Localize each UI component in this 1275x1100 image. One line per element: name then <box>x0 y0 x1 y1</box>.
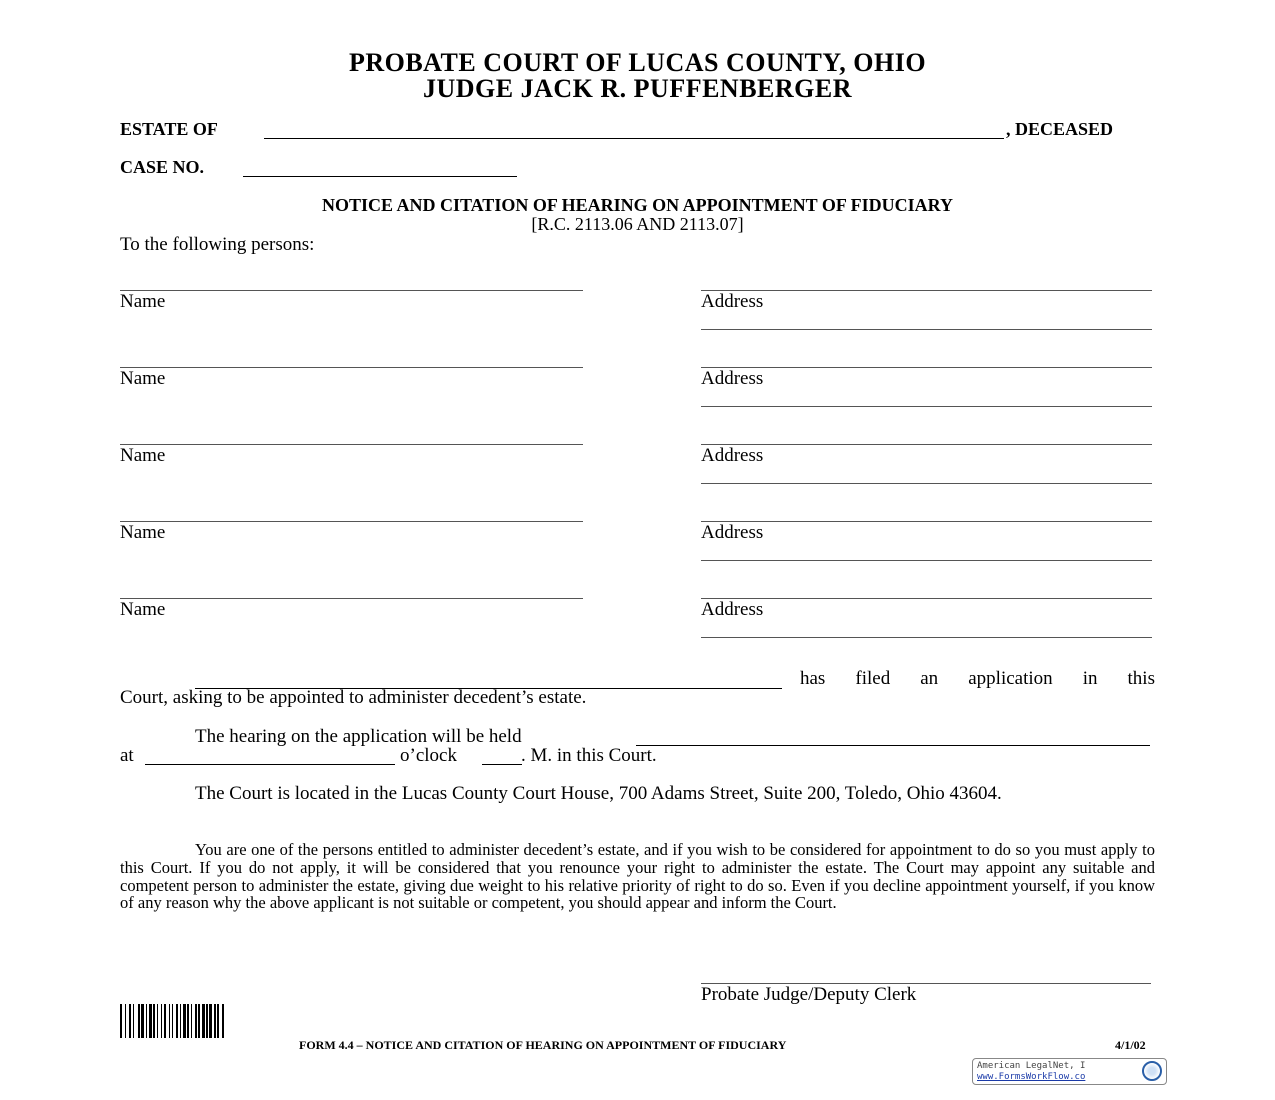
application-word: in <box>1082 668 1098 689</box>
address-field[interactable] <box>701 367 1152 368</box>
name-field[interactable] <box>120 521 583 522</box>
case-number-label: CASE NO. <box>120 157 205 177</box>
address-field-line2[interactable] <box>701 483 1152 484</box>
name-label: Name <box>120 368 166 389</box>
estate-label: ESTATE OF <box>120 119 218 139</box>
globe-logo-icon <box>1142 1061 1162 1081</box>
application-text-line2: Court, asking to be appointed to administer decedent’s estate. <box>120 687 587 708</box>
address-label: Address <box>701 445 764 466</box>
deceased-label: , DECEASED <box>1006 119 1114 139</box>
name-label: Name <box>120 291 166 312</box>
application-filed-text <box>800 668 1155 690</box>
address-field[interactable] <box>701 444 1152 445</box>
estate-name-field[interactable] <box>264 138 1004 139</box>
form-footer-title: FORM 4.4 – NOTICE AND CITATION OF HEARING ON APPOINTMENT OF FIDUCIARY <box>299 1038 787 1052</box>
court-location-text: The Court is located in the Lucas County Court House, 700 Adams Street, Suite 200, Toledo, Ohio 43604. <box>195 783 1002 804</box>
application-word: an <box>920 668 939 689</box>
am-pm-field[interactable] <box>482 764 522 765</box>
in-court-text: . M. in this Court. <box>521 745 657 766</box>
address-label: Address <box>701 522 764 543</box>
recipients-intro: To the following persons: <box>120 234 315 255</box>
name-field[interactable] <box>120 598 583 599</box>
name-label: Name <box>120 445 166 466</box>
address-field[interactable] <box>701 521 1152 522</box>
address-field-line2[interactable] <box>701 560 1152 561</box>
publisher-name: American LegalNet, I <box>977 1061 1086 1071</box>
name-field[interactable] <box>120 367 583 368</box>
application-word: has <box>800 668 826 689</box>
signature-label: Probate Judge/Deputy Clerk <box>701 984 917 1005</box>
address-label: Address <box>701 291 764 312</box>
statute-citation: [R.C. 2113.06 AND 2113.07] <box>531 214 744 234</box>
oclock-label: o’clock <box>400 745 457 766</box>
hearing-text: The hearing on the application will be held <box>195 726 522 747</box>
address-label: Address <box>701 368 764 389</box>
case-number-field[interactable] <box>243 176 517 177</box>
address-field-line2[interactable] <box>701 406 1152 407</box>
entitlement-notice: You are one of the persons entitled to administer decedent’s estate, and if you wish to be considered for appointment to do so you must apply to this Court. If you do not apply, it will be considered that you renounce your right to administer the estate. The Court may appoint any suitable and competent person to administer the estate, giving due weight to his relative priority of right to do so. Even if you decline appointment yourself, if you know of any reason why the above applicant is not suitable or competent, you should appear and inform the Court. <box>120 840 1155 913</box>
notice-title: NOTICE AND CITATION OF HEARING ON APPOINTMENT OF FIDUCIARY <box>321 195 954 215</box>
publisher-stamp[interactable] <box>972 1058 1167 1085</box>
form-footer-date: 4/1/02 <box>1115 1038 1146 1052</box>
barcode-image <box>120 1004 290 1038</box>
address-label: Address <box>701 599 764 620</box>
address-field[interactable] <box>701 290 1152 291</box>
name-label: Name <box>120 522 166 543</box>
hearing-time-field[interactable] <box>145 764 395 765</box>
name-label: Name <box>120 599 166 620</box>
application-word: application <box>968 668 1053 689</box>
barcode-gap <box>224 1004 225 1038</box>
name-field[interactable] <box>120 290 583 291</box>
hearing-date-field[interactable] <box>636 745 1150 746</box>
address-field-line2[interactable] <box>701 329 1152 330</box>
court-name: PROBATE COURT OF LUCAS COUNTY, OHIO <box>348 48 927 77</box>
judge-name: JUDGE JACK R. PUFFENBERGER <box>422 74 852 103</box>
application-word: filed <box>855 668 891 689</box>
address-field-line2[interactable] <box>701 637 1152 638</box>
application-word: this <box>1127 668 1155 689</box>
publisher-link[interactable]: www.FormsWorkFlow.co <box>977 1072 1086 1082</box>
hearing-at-label: at <box>120 745 134 766</box>
name-field[interactable] <box>120 444 583 445</box>
address-field[interactable] <box>701 598 1152 599</box>
